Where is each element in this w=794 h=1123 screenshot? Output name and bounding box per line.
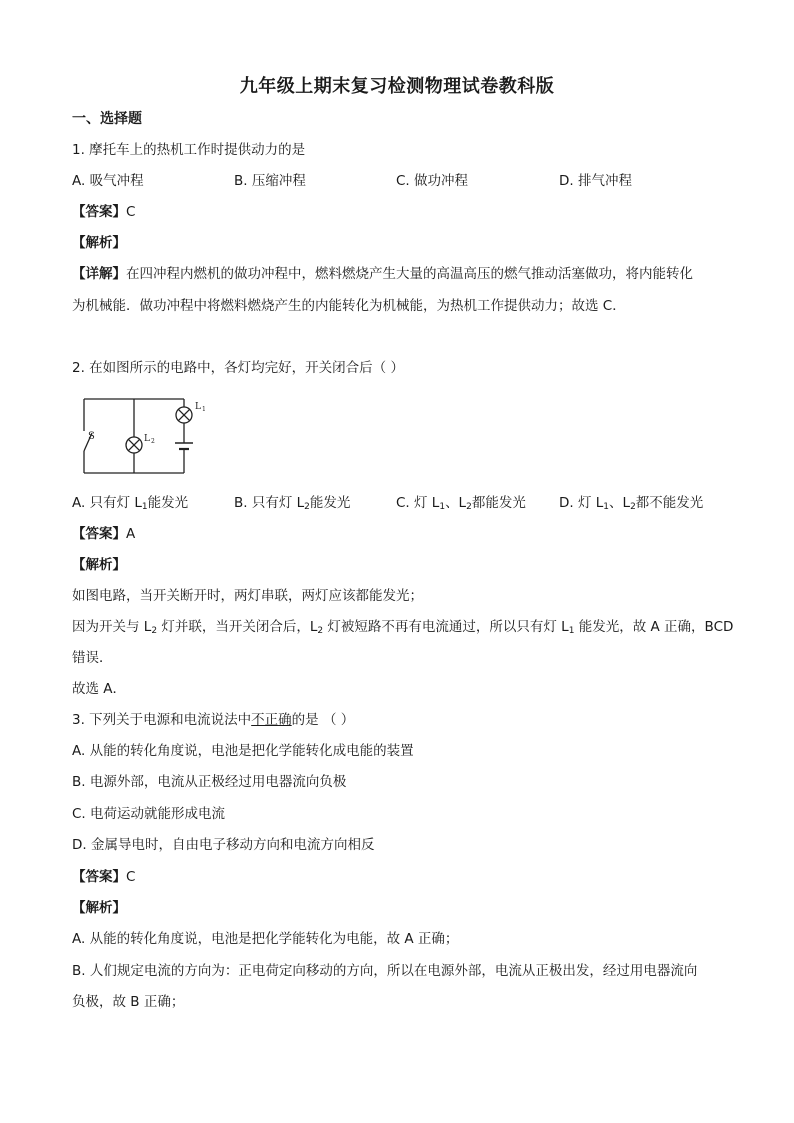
q1-option-d: D. 排气冲程 [559,173,632,189]
q2-stem: 2. 在如图所示的电路中，各灯均完好，开关闭合后（ ） [72,360,404,376]
q3-expl-line2: B. 人们规定电流的方向为：正电荷定向移动的方向，所以在电源外部，电流从正极出发，经过用电器流向 [72,963,698,979]
detail-text: 在四冲程内燃机的做功冲程中，燃料燃烧产生大量的高温高压的燃气推动活塞做功，将内能转化 [126,266,693,282]
q2-analysis-tag: 【解析】 [72,557,126,573]
q2-option-d: D. 灯 $L_1$、$L_2$都不能发光 [559,495,704,512]
q2-answer [72,525,135,543]
q3-option-a: A. 从能的转化角度说，电池是把化学能转化成电能的装置 [72,743,414,759]
q3-option-d: D. 金属导电时，自由电子移动方向和电流方向相反 [72,837,375,853]
detail-tag: 【详解】 [72,266,126,282]
section-heading: 一、选择题 [72,111,142,127]
q1-option-a: A. 吸气冲程 [72,173,144,189]
q1-detail-line2: 为机械能．做功冲程中将燃料燃烧产生的内能转化为机械能，为热机工作提供动力；故选 C． [72,298,626,314]
q3-expl-line1: A. 从能的转化角度说，电池是把化学能转化为电能，故 A 正确； [72,931,459,947]
lamp2-label: L [144,434,150,444]
q2-expl-line4: 故选 A． [72,681,127,697]
answer-tag: 【答案】 [72,204,126,220]
q1-option-b: B. 压缩冲程 [234,173,306,189]
lamp2-label-sub: 2 [151,438,155,445]
q1-answer [72,203,135,221]
q3-option-c: C. 电荷运动就能形成电流 [72,806,226,822]
answer-value: C [126,869,136,885]
emphasis-underline: 不正确 [251,712,292,728]
lamp1-label: L [195,402,201,412]
lamp1-label-sub: 1 [202,406,206,413]
q2-option-c: C. 灯 $L_1$、$L_2$都能发光 [396,495,526,512]
q3-expl-line3: 负极，故 B 正确； [72,994,185,1010]
q2-expl-line2: 因为开关与 $L_2$ 灯并联，当开关闭合后，$L_2$ 灯被短路不再有电流通过，所以只有灯 $L_1$ 能发光，故 A 正确，BCD [72,619,734,636]
switch-label: S [88,431,95,442]
q2-expl-line3: 错误． [72,650,113,666]
q3-analysis-tag: 【解析】 [72,900,126,916]
q2-option-b: B. 只有灯 $L_2$能发光 [234,495,351,512]
answer-value: A [126,526,136,542]
q3-answer [72,868,135,886]
circuit-diagram [80,395,220,477]
q1-analysis-tag: 【解析】 [72,235,126,251]
answer-tag: 【答案】 [72,869,126,885]
q2-option-a: A. 只有灯 $L_1$能发光 [72,495,189,512]
page-title: 九年级上期末复习检测物理试卷教科版 [239,76,555,97]
q1-stem: 1. 摩托车上的热机工作时提供动力的是 [72,142,306,158]
q3-option-b: B. 电源外部，电流从正极经过用电器流向负极 [72,774,347,790]
q1-option-c: C. 做功冲程 [396,173,469,189]
q2-expl-line1: 如图电路，当开关断开时，两灯串联，两灯应该都能发光； [72,588,423,604]
q1-detail-line1 [72,265,693,283]
answer-tag: 【答案】 [72,526,126,542]
q3-stem: 3. 下列关于电源和电流说法中不正确的是 （ ） [72,712,355,728]
answer-value: C [126,204,136,220]
